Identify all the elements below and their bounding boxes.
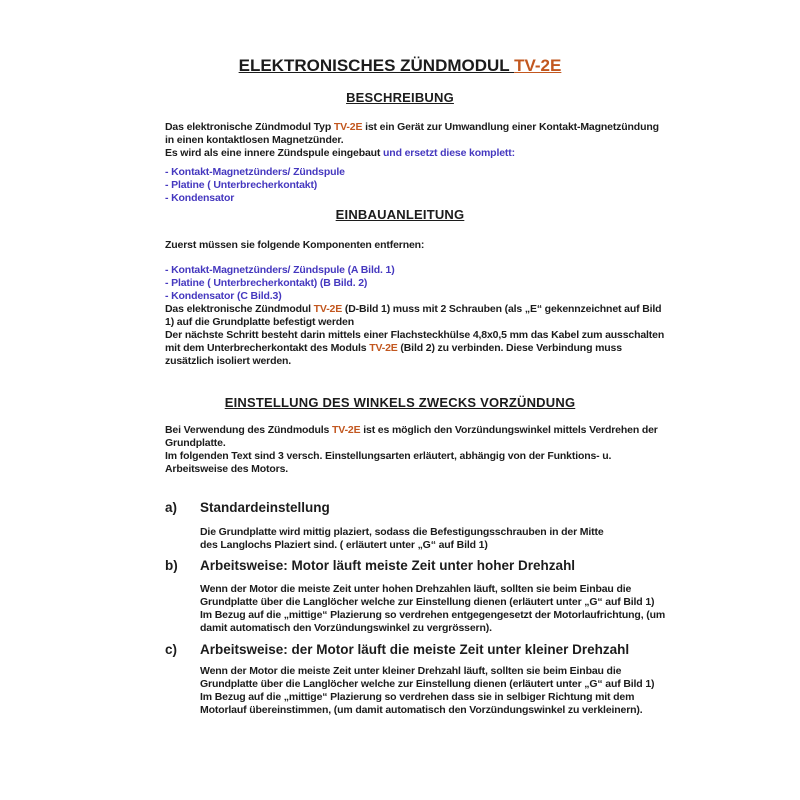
section-heading-einbauanleitung: EINBAUANLEITUNG	[335, 207, 465, 222]
list-item-a-heading	[165, 500, 330, 516]
item-body-a	[200, 526, 604, 552]
section-heading-einstellung: EINSTELLUNG DES WINKELS ZWECKS VORZÜNDUNG	[224, 395, 576, 410]
text-line: 1) auf die Grundplatte befestigt werden	[165, 316, 355, 328]
text-line: - Platine ( Unterbrecherkontakt) (B Bild. 2)	[165, 277, 368, 289]
item-title-b: Arbeitsweise: Motor läuft meiste Zeit unter hoher Drehzahl	[200, 558, 576, 573]
beschreibung-intro-paragraph	[165, 121, 659, 160]
einbau-intro-paragraph	[165, 239, 424, 252]
list-item-b-heading	[165, 558, 575, 574]
list-item-c-heading	[165, 642, 629, 658]
text-line: Es wird als eine innere Zündspule eingebaut und ersetzt diese komplett:	[165, 147, 515, 159]
text-line: Wenn der Motor die meiste Zeit unter hohen Drehzahlen läuft, sollten sie beim Einbau die	[200, 583, 632, 595]
text-line: Im folgenden Text sind 3 versch. Einstellungsarten erläutert, abhängig von der Funktions- u.	[165, 450, 612, 462]
text-line: - Platine ( Unterbrecherkontakt)	[165, 179, 318, 191]
text-line: - Kondensator	[165, 192, 235, 204]
beschreibung-component-list	[165, 166, 345, 205]
einstellung-intro-paragraph	[165, 424, 658, 476]
text-line: mit dem Unterbrecherkontakt des Moduls TV-2E (Bild 2) zu verbinden. Diese Verbindung muss	[165, 342, 622, 354]
text-line: Wenn der Motor die meiste Zeit unter kleiner Drehzahl läuft, sollten sie beim Einbau die	[200, 665, 622, 677]
item-body-b	[200, 583, 665, 635]
text-line: in einen kontaktlosen Magnetzünder.	[165, 134, 344, 146]
item-marker-c: c)	[165, 642, 178, 657]
item-body-c	[200, 665, 654, 717]
document-title	[0, 56, 800, 76]
text-line: Grundplatte über die Langlöcher welche zur Einstellung dienen (erläutert unter „G“ auf Bild 1)	[200, 596, 655, 608]
text-line: - Kondensator (C Bild.3)	[165, 290, 282, 302]
text-line: Das elektronische Zündmodul TV-2E (D-Bild 1) muss mit 2 Schrauben (als „E“ gekennzeichnet auf Bild	[165, 303, 662, 315]
item-marker-b: b)	[165, 558, 178, 573]
text-line: des Langlochs Plaziert sind. ( erläutert unter „G“ auf Bild 1)	[200, 539, 488, 551]
item-marker-a: a)	[165, 500, 178, 515]
text-line: zusätzlich isoliert werden.	[165, 355, 292, 367]
text-line: - Kontakt-Magnetzünders/ Zündspule (A Bild. 1)	[165, 264, 395, 276]
text-line: Grundplatte über die Langlöcher welche zur Einstellung dienen (erläutert unter „G“ auf Bild 1)	[200, 678, 655, 690]
text-line: Bei Verwendung des Zündmoduls TV-2E ist es möglich den Vorzündungswinkel mittels Verdrehen der	[165, 424, 658, 436]
einbau-steps-paragraph	[165, 303, 664, 368]
text-line: Zuerst müssen sie folgende Komponenten entfernen:	[165, 239, 425, 251]
section-heading-beschreibung: BESCHREIBUNG	[346, 90, 454, 105]
einbau-component-list	[165, 264, 395, 303]
text-line: Grundplatte.	[165, 437, 226, 449]
item-title-a: Standardeinstellung	[200, 500, 330, 515]
text-line: damit automatisch den Vorzündungswinkel zu vergrössern).	[200, 622, 492, 634]
item-title-c: Arbeitsweise: der Motor läuft die meiste Zeit unter kleiner Drehzahl	[200, 642, 630, 657]
text-line: Arbeitsweise des Motors.	[165, 463, 289, 475]
text-line: Der nächste Schritt besteht darin mittels einer Flachsteckhülse 4,8x0,5 mm das Kabel zum ausschalten	[165, 329, 665, 341]
text-line: Motorlauf übereinstimmen, (um damit automatisch den Vorzündungswinkel zu verkleinern).	[200, 704, 643, 716]
text-line: Die Grundplatte wird mittig plaziert, sodass die Befestigungsschrauben in der Mitte	[200, 526, 604, 538]
text-line: Das elektronische Zündmodul Typ TV-2E ist ein Gerät zur Umwandlung einer Kontakt-Magnetzündung	[165, 121, 659, 133]
text-line: - Kontakt-Magnetzünders/ Zündspule	[165, 166, 345, 178]
text-line: ELEKTRONISCHES ZÜNDMODUL TV-2E	[238, 56, 562, 75]
text-line: Im Bezug auf die „mittige“ Plazierung so verdrehen entgegengesetzt der Motorlaufrichtung, (um	[200, 609, 666, 621]
text-line: Im Bezug auf die „mittige“ Plazierung so verdrehen dass sie in selbiger Richtung mit dem	[200, 691, 635, 703]
